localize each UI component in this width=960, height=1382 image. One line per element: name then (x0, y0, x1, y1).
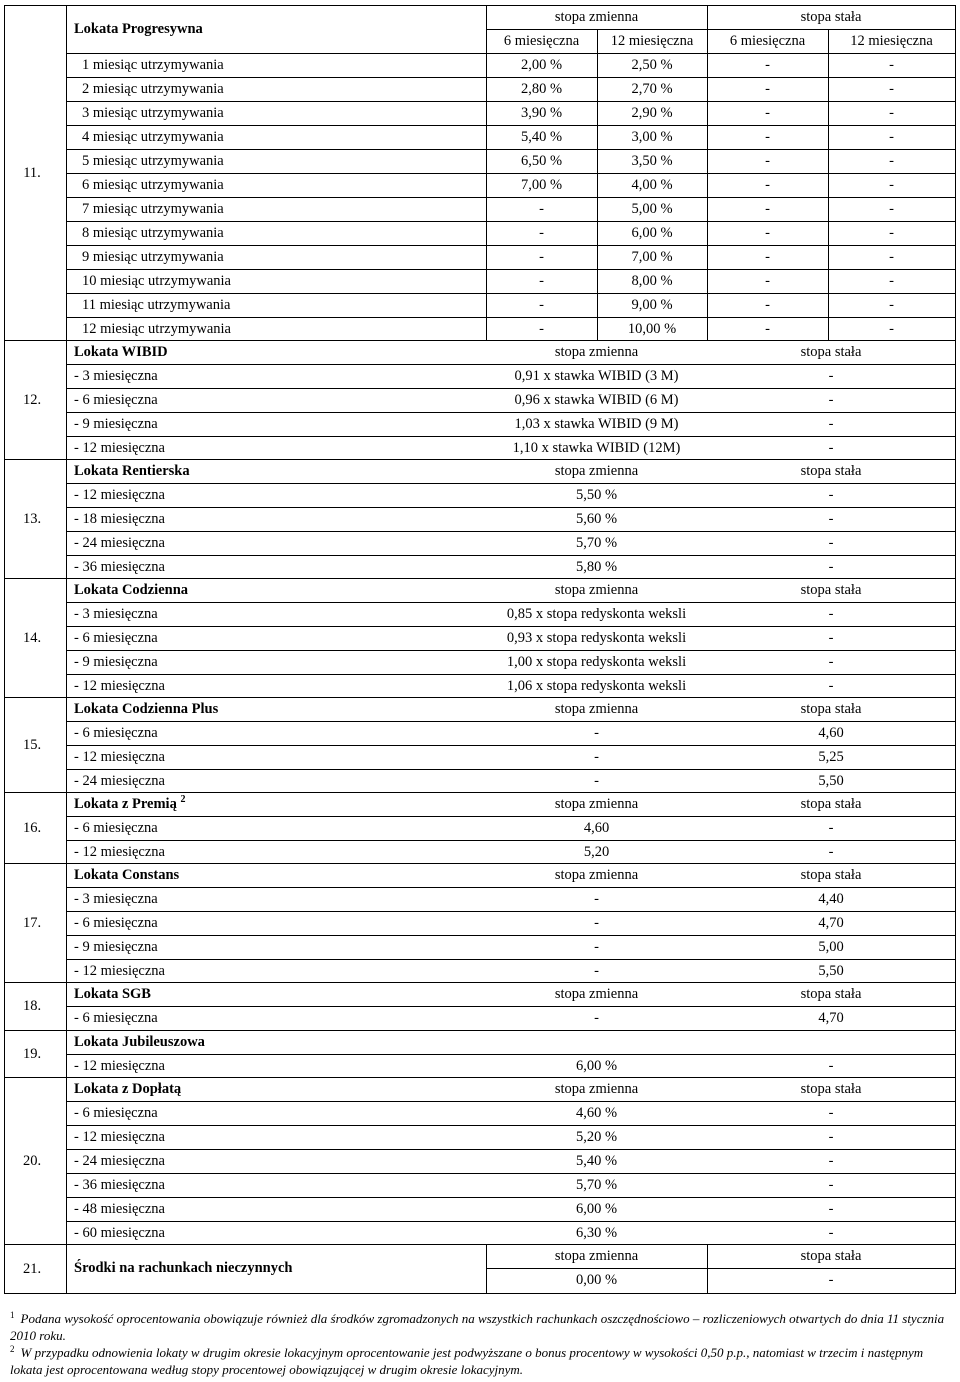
row-label: - 3 miesięczna (74, 606, 158, 622)
column-header-fixed: stopa stała (800, 986, 862, 1002)
column-header-fixed: stopa stała (800, 867, 862, 883)
rate-value: 5,20 % (575, 1129, 618, 1145)
rate-value: 5,50 (818, 773, 844, 789)
row-label: - 60 miesięczna (74, 1225, 165, 1241)
footnote-text: W przypadku odnowienia lokaty w drugim okresie lokacyjnym oprocentowanie jest podwyższane o bonus procentowy w wysokości 0,50 p.p., natomiast w trzecim i następnym lokata jest oprocentowana według stopy procentowej obowiązującej w drugim okresie lokacyjnym. (10, 1345, 924, 1377)
rate-value: - (828, 535, 834, 551)
rate-value: 4,40 (818, 891, 844, 907)
footnote-mark: 2 (10, 1343, 15, 1354)
rate-value: - (594, 749, 599, 765)
column-header-fixed: stopa stała (800, 701, 862, 717)
rate-value: 4,70 (818, 1010, 844, 1026)
rate-value: 4,60 (583, 820, 610, 836)
rate-value: 4,60 % (575, 1105, 618, 1121)
row-label: - 9 miesięczna (74, 654, 158, 670)
rate-value: - (765, 249, 770, 265)
rate-value: 5,60 % (575, 511, 618, 527)
column-subheader: 12 miesięczna (850, 33, 933, 49)
rate-value: - (594, 915, 599, 931)
section-number: 19. (22, 1045, 42, 1062)
rate-value: - (828, 416, 834, 432)
rate-value: - (828, 1129, 834, 1145)
table-vertical-rule (707, 1244, 708, 1293)
rate-value: 6,00 % (631, 225, 673, 241)
column-header-fixed: stopa stała (800, 796, 862, 812)
row-label: 3 miesiąc utrzymywania (82, 105, 224, 121)
section-title-text: Lokata z Premią (74, 796, 177, 812)
section-number: 14. (22, 629, 42, 646)
column-header-fixed (707, 1030, 955, 1054)
rate-value: - (828, 487, 834, 503)
rate-value: 6,00 % (575, 1201, 618, 1217)
rate-value: 1,06 x stopa redyskonta weksli (506, 678, 687, 694)
rate-value: - (889, 249, 894, 265)
column-subheader: 6 miesięczna (729, 33, 806, 49)
section-title (74, 459, 486, 483)
row-label: - 9 miesięczna (74, 416, 158, 432)
row-label: - 12 miesięczna (74, 487, 165, 503)
column-header-variable: stopa zmienna (554, 582, 639, 598)
row-label: - 6 miesięczna (74, 1010, 158, 1026)
column-header-variable: stopa zmienna (554, 1248, 639, 1264)
rate-value: - (765, 297, 770, 313)
column-header-fixed: stopa stała (800, 344, 862, 360)
rate-value: - (594, 773, 599, 789)
row-label: - 36 miesięczna (74, 1177, 165, 1193)
rate-value: - (765, 201, 770, 217)
rate-value: 4,60 (818, 725, 844, 741)
rate-value: - (889, 177, 894, 193)
section-number: 16. (22, 819, 42, 836)
rate-value: 0,91 x stawka WIBID (3 M) (514, 368, 679, 384)
row-label: - 12 miesięczna (74, 963, 165, 979)
section-title-text: Lokata z Dopłatą (74, 1081, 182, 1097)
section-title (74, 982, 486, 1006)
rate-value: - (828, 678, 834, 694)
rate-value: 1,00 x stopa redyskonta weksli (506, 654, 687, 670)
rate-value: 6,00 % (575, 1058, 618, 1074)
rate-value: - (828, 606, 834, 622)
rate-value: 7,00 % (631, 249, 673, 265)
column-header-variable: stopa zmienna (554, 344, 639, 360)
rate-value: 5,50 (818, 963, 844, 979)
section-title (74, 792, 486, 816)
rate-value: - (828, 392, 834, 408)
row-label: 11 miesiąc utrzymywania (82, 297, 231, 313)
rate-value: - (765, 225, 770, 241)
rate-value: - (594, 725, 599, 741)
row-label: - 12 miesięczna (74, 1129, 165, 1145)
rate-value: 0,96 x stawka WIBID (6 M) (514, 392, 679, 408)
header-group-variable: stopa zmienna (554, 9, 639, 25)
row-label: - 12 miesięczna (74, 678, 165, 694)
footnote-reference: 2 (180, 794, 186, 806)
row-label: - 6 miesięczna (74, 820, 158, 836)
rate-value: 5,25 (818, 749, 844, 765)
column-header-variable (486, 1030, 707, 1054)
rate-value: - (889, 153, 894, 169)
row-label: 5 miesiąc utrzymywania (82, 153, 224, 169)
rate-value: 5,40 % (575, 1153, 618, 1169)
rate-value: - (828, 440, 834, 456)
rate-value: - (594, 939, 599, 955)
rate-value: - (828, 368, 834, 384)
rate-value: - (594, 1010, 599, 1026)
row-label: 2 miesiąc utrzymywania (82, 81, 224, 97)
row-label: - 3 miesięczna (74, 891, 158, 907)
section-title-text: Lokata Jubileuszowa (74, 1034, 205, 1050)
rate-value: 7,00 % (520, 177, 563, 193)
column-header-variable: stopa zmienna (554, 986, 639, 1002)
rate-value: 2,80 % (520, 81, 563, 97)
rate-value: 5,50 % (575, 487, 618, 503)
rate-value: 1,03 x stawka WIBID (9 M) (514, 416, 679, 432)
column-header-variable: stopa zmienna (554, 796, 639, 812)
rate-value: - (828, 844, 834, 860)
table-horizontal-rule (4, 1293, 956, 1294)
row-label: - 12 miesięczna (74, 440, 165, 456)
row-label: 7 miesiąc utrzymywania (82, 201, 224, 217)
section-number: 21. (22, 1260, 42, 1277)
column-header-variable: stopa zmienna (554, 701, 639, 717)
rate-value: - (765, 321, 770, 337)
column-header-fixed: stopa stała (800, 1081, 862, 1097)
column-header-variable: stopa zmienna (554, 463, 639, 479)
rate-value: 5,80 % (575, 559, 618, 575)
rate-value: 5,00 (818, 939, 844, 955)
row-label: 10 miesiąc utrzymywania (82, 273, 231, 289)
rate-value: - (539, 273, 544, 289)
table-vertical-rule (486, 1244, 487, 1293)
rate-value: - (889, 129, 894, 145)
rate-value: 5,20 (583, 844, 610, 860)
row-label: 6 miesiąc utrzymywania (82, 177, 224, 193)
rate-value: - (765, 153, 770, 169)
rate-value: - (828, 630, 834, 646)
row-label: 9 miesiąc utrzymywania (82, 249, 224, 265)
row-label: - 24 miesięczna (74, 1153, 165, 1169)
row-label: 8 miesiąc utrzymywania (82, 225, 224, 241)
rate-value: - (828, 559, 834, 575)
rate-value: - (889, 105, 894, 121)
section-title: Środki na rachunkach nieczynnych (74, 1260, 293, 1276)
section-number: 13. (22, 510, 42, 527)
row-label: - 3 miesięczna (74, 368, 158, 384)
rate-value: - (539, 249, 544, 265)
rate-value: - (828, 1058, 834, 1074)
rate-value: 6,30 % (575, 1225, 618, 1241)
rate-value: 3,00 % (631, 129, 673, 145)
rate-value: 5,70 % (575, 1177, 618, 1193)
rate-value: - (889, 273, 894, 289)
section-title (74, 863, 486, 887)
rate-value: - (828, 1225, 834, 1241)
rate-value: 5,00 % (631, 201, 673, 217)
row-label: - 6 miesięczna (74, 1105, 158, 1121)
section-number: 17. (22, 914, 42, 931)
rate-value: 5,70 % (575, 535, 618, 551)
rate-value: - (828, 654, 834, 670)
column-header-variable: stopa zmienna (554, 1081, 639, 1097)
footnote-2 (10, 1344, 955, 1378)
row-label: - 6 miesięczna (74, 915, 158, 931)
rate-value: 4,70 (818, 915, 844, 931)
rate-value: 10,00 % (627, 321, 677, 337)
footnote-text: Podana wysokość oprocentowania obowiązuje również dla środków zgromadzonych na wszystkich rachunkach oszczędnościowo – rozliczeniowych otwartych do dnia 11 stycznia 2010 roku. (10, 1311, 945, 1343)
row-label: 12 miesiąc utrzymywania (82, 321, 231, 337)
row-label: - 18 miesięczna (74, 511, 165, 527)
footnote-mark: 1 (10, 1309, 15, 1320)
rate-value: - (889, 201, 894, 217)
rate-value: - (889, 321, 894, 337)
table-vertical-rule (4, 5, 5, 1293)
rate-value: 2,90 % (631, 105, 673, 121)
row-label: - 48 miesięczna (74, 1201, 165, 1217)
rate-value: - (828, 1272, 834, 1288)
rate-value: - (828, 1177, 834, 1193)
rate-value: - (889, 225, 894, 241)
rate-value: - (765, 57, 770, 73)
rate-value: - (889, 57, 894, 73)
section-number: 12. (22, 391, 42, 408)
section-title (74, 1030, 486, 1054)
rate-value: - (765, 81, 770, 97)
footnotes (10, 1310, 955, 1378)
rate-value: 9,00 % (631, 297, 673, 313)
rate-value: - (539, 297, 544, 313)
rate-value: 0,00 % (575, 1272, 618, 1288)
section-title (74, 340, 486, 364)
row-label: - 6 miesięczna (74, 725, 158, 741)
rate-value: 5,40 % (520, 129, 563, 145)
table-vertical-rule (955, 5, 956, 1293)
section-number: 15. (22, 736, 42, 753)
section-title-text: Lokata Constans (74, 867, 180, 883)
section-title (74, 578, 486, 602)
rate-value: 1,10 x stawka WIBID (12M) (512, 440, 681, 456)
rate-value: - (594, 963, 599, 979)
rate-value: - (828, 1153, 834, 1169)
rate-value: 6,50 % (520, 153, 563, 169)
column-header-variable: stopa zmienna (554, 867, 639, 883)
row-label: - 24 miesięczna (74, 773, 165, 789)
header-group-fixed: stopa stała (800, 9, 862, 25)
rate-value: - (765, 273, 770, 289)
rate-value: - (828, 511, 834, 527)
rate-value: - (539, 321, 544, 337)
table-vertical-rule (66, 5, 67, 1293)
section-number: 18. (22, 998, 42, 1014)
section-title-text: Lokata Codzienna Plus (74, 701, 219, 717)
row-label: - 12 miesięczna (74, 1058, 165, 1074)
row-label: - 12 miesięczna (74, 749, 165, 765)
row-label: 1 miesiąc utrzymywania (82, 57, 224, 73)
rate-value: 2,50 % (631, 57, 673, 73)
section-title-text: Lokata SGB (74, 986, 151, 1002)
section-title-text: Lokata Codzienna (74, 582, 189, 598)
row-label: - 24 miesięczna (74, 535, 165, 551)
rate-value: - (765, 105, 770, 121)
rate-value: - (828, 1201, 834, 1217)
row-label: - 9 miesięczna (74, 939, 158, 955)
section-title (74, 697, 486, 721)
column-header-fixed: stopa stała (800, 1248, 862, 1264)
rate-value: - (594, 891, 599, 907)
rate-value: 4,00 % (631, 177, 673, 193)
rate-value: - (765, 177, 770, 193)
row-label: - 36 miesięczna (74, 559, 165, 575)
section-title (74, 1077, 486, 1101)
section-title-text: Lokata WIBID (74, 344, 168, 360)
rate-value: - (828, 1105, 834, 1121)
section-title-text: Lokata Rentierska (74, 463, 190, 479)
section-number: 11. (23, 164, 41, 181)
rate-value: - (889, 297, 894, 313)
row-label: - 12 miesięczna (74, 844, 165, 860)
rate-value: - (889, 81, 894, 97)
rate-value: 2,00 % (520, 57, 563, 73)
rate-value: 0,93 x stopa redyskonta weksli (506, 630, 687, 646)
row-label: - 6 miesięczna (74, 630, 158, 646)
rate-value: 3,50 % (631, 153, 673, 169)
row-label: 4 miesiąc utrzymywania (82, 129, 224, 145)
column-subheader: 6 miesięczna (503, 33, 580, 49)
rate-value: 3,90 % (520, 105, 563, 121)
row-label: - 6 miesięczna (74, 392, 158, 408)
column-header-fixed: stopa stała (800, 582, 862, 598)
rate-value: 2,70 % (631, 81, 673, 97)
section-number: 20. (22, 1152, 42, 1169)
footnote-1 (10, 1310, 955, 1344)
column-header-fixed: stopa stała (800, 463, 862, 479)
rate-value: 0,85 x stopa redyskonta weksli (506, 606, 687, 622)
rate-value: 8,00 % (631, 273, 673, 289)
rate-value: - (539, 225, 544, 241)
rate-value: - (828, 820, 834, 836)
column-subheader: 12 miesięczna (610, 33, 694, 49)
rate-value: - (765, 129, 770, 145)
rate-value: - (539, 201, 544, 217)
section-title: Lokata Progresywna (74, 21, 203, 37)
